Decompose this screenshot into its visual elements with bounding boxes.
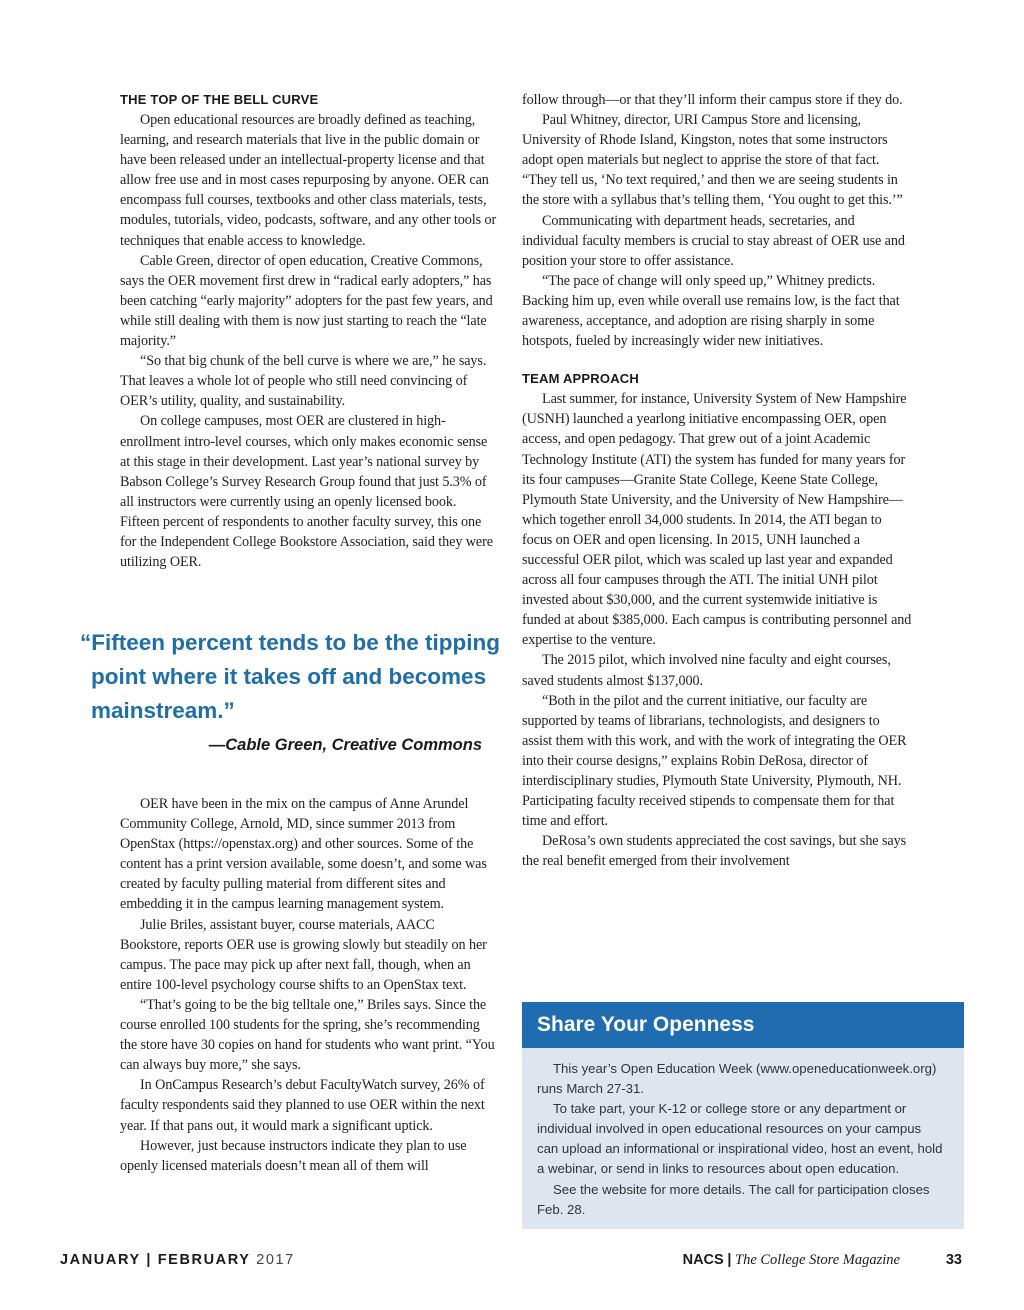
article-paragraph: Communicating with department heads, secretaries, and individual faculty members is crucial to stay abreast of OER use and position your store to offer assistance. — [522, 212, 905, 269]
page-number: 33 — [945, 1252, 962, 1268]
article-paragraph-continued: follow through—or that they’ll inform their campus store if they do. — [522, 92, 903, 108]
pull-quote-attribution: —Cable Green, Creative Commons — [208, 736, 482, 754]
article-paragraph: “That’s going to be the big telltale one,” Briles says. Since the course enrolled 100 students for the spring, she’s recommending the store have 30 copies on hand for students who want print. “You can always buy more,” she says. — [120, 996, 495, 1074]
magazine-org: NACS — [682, 1252, 724, 1268]
right-column — [522, 90, 912, 871]
article-paragraph: On college campuses, most OER are clustered in high-enrollment intro-level courses, which only makes economic sense at this stage in their development. Last year’s national survey by Babson College’s Survey Research Group found that just 5.3% of all instructors were currently using an openly licensed book. Fifteen percent of respondents to another faculty survey, this one for the Independent College Bookstore Association, said they were utilizing OER. — [120, 413, 493, 571]
issue-separator: | — [146, 1252, 153, 1268]
sidebar-box — [522, 1002, 964, 1229]
magazine-name — [683, 1252, 900, 1269]
article-paragraph: DeRosa’s own students appreciated the cost savings, but she says the real benefit emerged from their involvement — [522, 833, 906, 870]
issue-month-1: JANUARY — [60, 1252, 141, 1268]
article-paragraph: In OnCampus Research’s debut FacultyWatch survey, 26% of faculty respondents said they planned to use OER within the next year. If that pans out, it would mark a significant uptick. — [120, 1077, 485, 1134]
section-heading-bell-curve: THE TOP OF THE BELL CURVE — [120, 92, 319, 107]
article-paragraph: Last summer, for instance, University System of New Hampshire (USNH) launched a yearlong initiative encompassing OER, open access, and open pedagogy. That grew out of a joint Academic Technology Institute (ATI) the system has funded for many years for its four campuses—Granite State College, Keene State College, Plymouth State University, and the University of New Hampshire—which together enroll 34,000 students. In 2014, the ATI began to focus on OER and open licensing. In 2015, UNH launched a successful OER pilot, which was scaled up last year and expanded across all four campuses through the ATI. The initial UNH pilot invested about $30,000, and the current systemwide initiative is funded at about $385,000. Each campus is contributing personnel and expertise to the venture. — [522, 391, 912, 649]
magazine-separator: | — [727, 1252, 732, 1268]
left-column — [120, 90, 498, 572]
article-paragraph: Open educational resources are broadly defined as teaching, learning, and research materials that live in the public domain or have been released under an intellectual-property license and that allow free use and in most cases repurposing by anyone. OER can encompass full courses, textbooks and other class materials, tests, modules, tutorials, video, podcasts, software, and any other tools or techniques that enable access to knowledge. — [120, 112, 497, 249]
article-paragraph: However, just because instructors indicate they plan to use openly licensed materials doesn’t mean all of them will — [120, 1137, 467, 1174]
pull-quote — [80, 626, 500, 755]
article-paragraph: “Both in the pilot and the current initiative, our faculty are supported by teams of librarians, technologists, and designers to assist them with this work, and with the work of integrating the OER into their course designs,” explains Robin DeRosa, director of interdisciplinary studies, Plymouth State University, Plymouth, NH. Participating faculty received stipends to compensate them for that time and effort. — [522, 692, 907, 830]
article-paragraph: “So that big chunk of the bell curve is where we are,” he says. That leaves a whole lot of people who still need convincing of OER’s utility, quality, and sustainability. — [120, 353, 487, 410]
sidebar-paragraph: See the website for more details. The call for participation closes Feb. 28. — [537, 1181, 930, 1217]
article-paragraph: “The pace of change will only speed up,” Whitney predicts. Backing him up, even while overall use remains low, is the fact that awareness, acceptance, and adoption are rising sharply in some hotspots, fueled by increasingly wider new initiatives. — [522, 272, 900, 350]
article-paragraph: OER have been in the mix on the campus of Anne Arundel Community College, Arnold, MD, since summer 2013 from OpenStax (https://openstax.org) and other sources. Some of the content has a print version available, some doesn’t, and some was created by faculty pulling material from different sites and embedding it in the campus learning management system. — [120, 796, 487, 913]
section-heading-team-approach: TEAM APPROACH — [522, 371, 639, 387]
sidebar-body — [522, 1048, 964, 1220]
article-paragraph: The 2015 pilot, which involved nine faculty and eight courses, saved students almost $137,000. — [522, 652, 891, 689]
issue-month-2: FEBRUARY — [157, 1252, 251, 1268]
issue-year: 2017 — [256, 1252, 295, 1268]
pull-quote-text: “Fifteen percent tends to be the tipping point where it takes off and becomes mainstream.” — [80, 630, 501, 723]
sidebar-paragraph: This year’s Open Education Week (www.openeducationweek.org) runs March 27-31. — [537, 1061, 937, 1097]
sidebar-title: Share Your Openness — [522, 1002, 964, 1048]
page-footer — [0, 1252, 1024, 1276]
issue-date — [60, 1252, 295, 1268]
magazine-title: The College Store Magazine — [735, 1252, 900, 1268]
article-paragraph: Cable Green, director of open education, Creative Commons, says the OER movement first drew in “radical early adopters,” has been catching “early majority” adopters for the past few years, and while still dealing with them is now just starting to reach the “late majority.” — [120, 252, 493, 350]
sidebar-paragraph: To take part, your K-12 or college store or any department or individual involved in open educational resources on your campus can upload an informational or inspirational video, host an event, hold a webinar, or send in links to resources about open education. — [537, 1101, 943, 1177]
left-column-continued — [120, 794, 498, 1176]
article-paragraph: Paul Whitney, director, URI Campus Store and licensing, University of Rhode Island, Kingston, notes that some instructors adopt open materials but neglect to apprise the store of that fact. “They tell us, ‘No text required,’ and then we are seeing students in the store with a syllabus that’s telling them, ‘You ought to get this.’” — [522, 112, 903, 209]
article-paragraph: Julie Briles, assistant buyer, course materials, AACC Bookstore, reports OER use is growing slowly but steadily on her campus. The pace may pick up after next fall, though, when an entire 100-level psychology course shifts to an OpenStax text. — [120, 916, 487, 993]
